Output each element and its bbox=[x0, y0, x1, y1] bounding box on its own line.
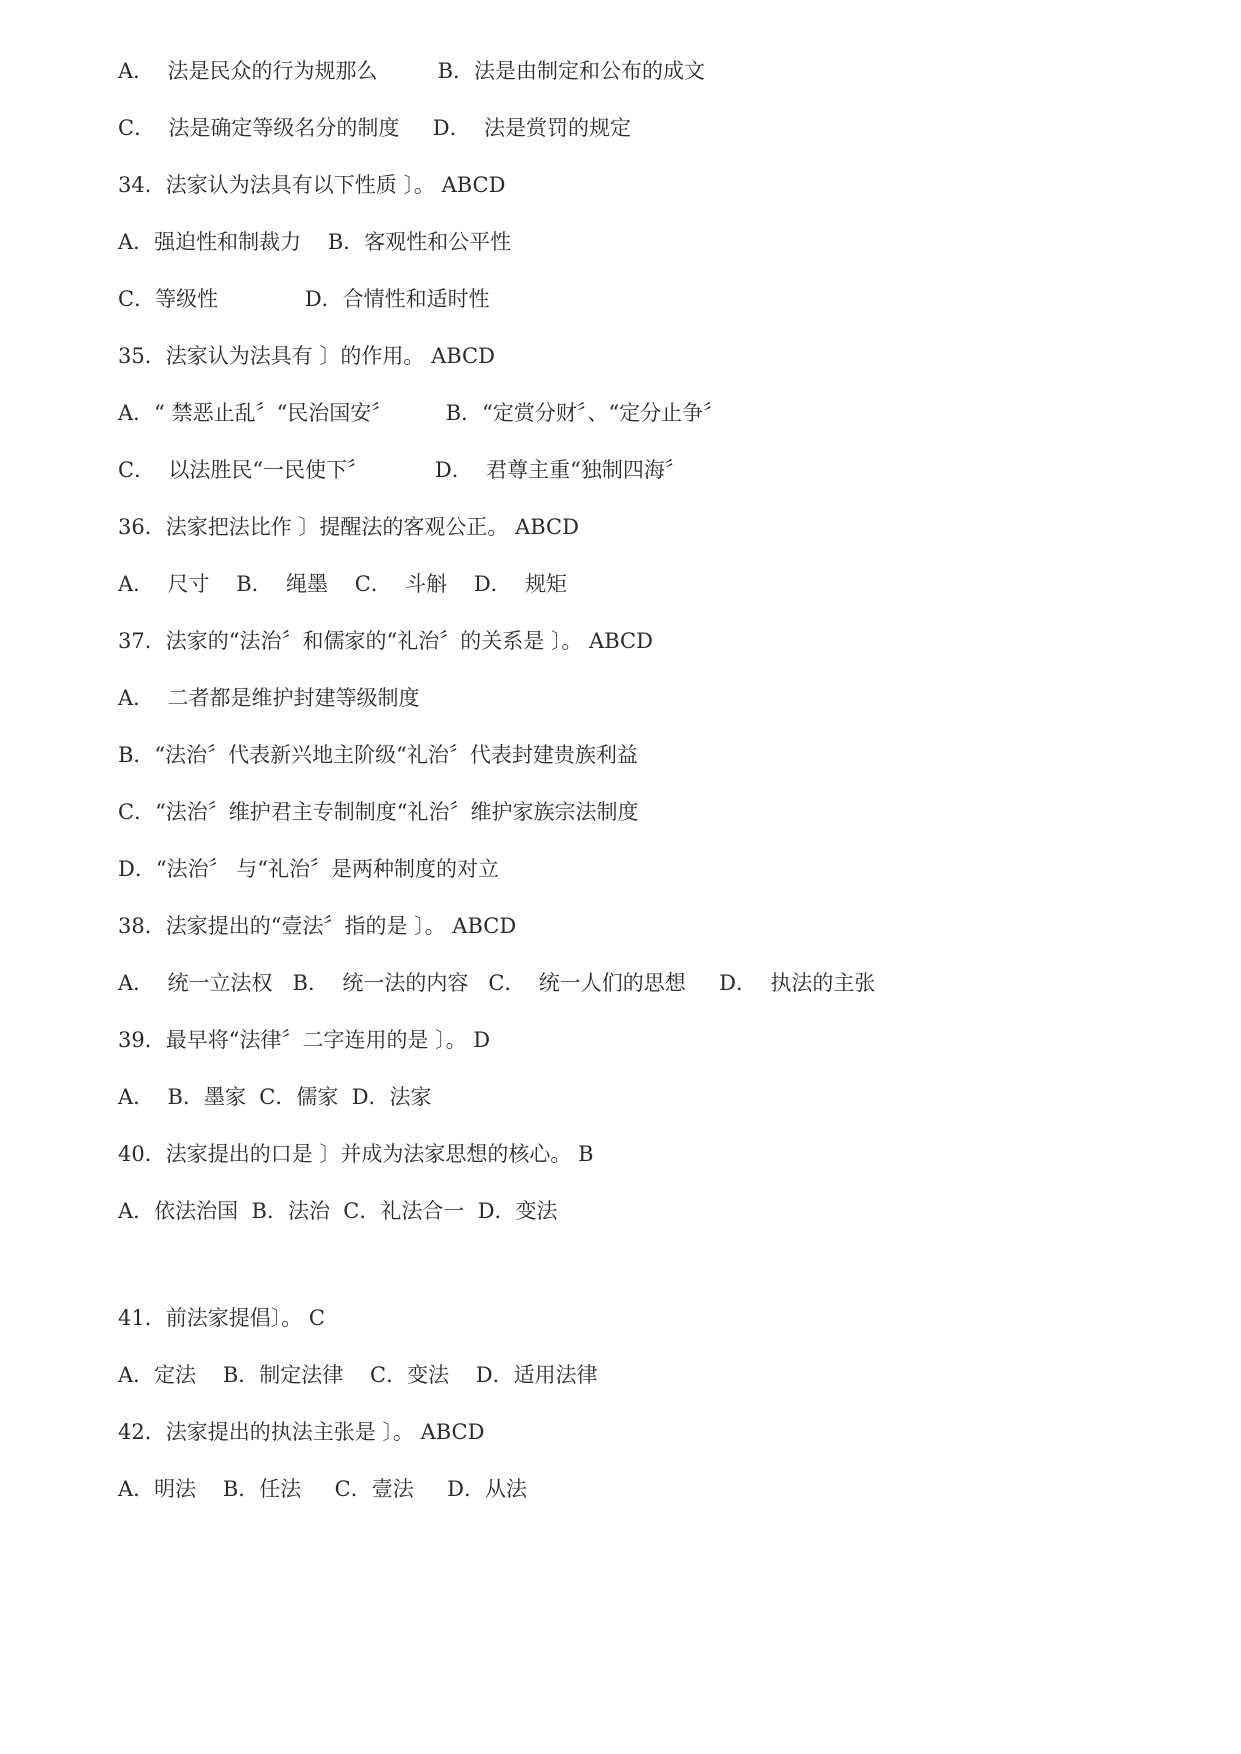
option-line-q40: A．依法治国 B．法治 C．礼法合一 D．变法 bbox=[118, 1199, 558, 1223]
question-42: 42．法家提出的执法主张是 〕。 ABCD bbox=[118, 1420, 485, 1444]
question-41: 41．前法家提倡〕。 C bbox=[118, 1306, 325, 1330]
option-line-q35-cd: C． 以法胜民“一民使下〞 D． 君尊主重“独制四海〞 bbox=[118, 458, 686, 482]
option-q37-a: A． 二者都是维护封建等级制度 bbox=[118, 686, 420, 710]
question-34: 34．法家认为法具有以下性质 〕。 ABCD bbox=[118, 173, 506, 197]
question-36: 36．法家把法比作 〕提醒法的客观公正。 ABCD bbox=[118, 515, 579, 539]
option-line-q38: A． 统一立法权 B． 统一法的内容 C． 统一人们的思想 D． 执法的主张 bbox=[118, 971, 876, 995]
option-line-q39: A． B．墨家 C．儒家 D．法家 bbox=[118, 1085, 432, 1109]
option-q37-d: D．“法治〞 与“礼治〞是两种制度的对立 bbox=[118, 857, 499, 881]
option-q37-c: C．“法治〞维护君主专制制度“礼治〞维护家族宗法制度 bbox=[118, 800, 639, 824]
question-40: 40．法家提出的口是 〕并成为法家思想的核心。 B bbox=[118, 1142, 594, 1166]
option-line-q34-ab: A．强迫性和制裁力 B．客观性和公平性 bbox=[118, 230, 512, 254]
question-35: 35．法家认为法具有 〕的作用。 ABCD bbox=[118, 344, 495, 368]
option-line-q36: A． 尺寸 B． 绳墨 C． 斗斛 D． 规矩 bbox=[118, 572, 568, 596]
option-line-q33-ab: A． 法是民众的行为规那么 B．法是由制定和公布的成文 bbox=[118, 59, 706, 83]
option-line-q41: A．定法 B．制定法律 C．变法 D．适用法律 bbox=[118, 1363, 598, 1387]
option-line-q42: A．明法 B．任法 C．壹法 D．从法 bbox=[118, 1477, 527, 1501]
option-line-q34-cd: C．等级性 D．合情性和适时性 bbox=[118, 287, 490, 311]
question-37: 37．法家的“法治〞和儒家的“礼治〞的关系是 〕。 ABCD bbox=[118, 629, 653, 653]
question-38: 38．法家提出的“壹法〞指的是 〕。 ABCD bbox=[118, 914, 517, 938]
option-q37-b: B．“法治〞代表新兴地主阶级“礼治〞代表封建贵族利益 bbox=[118, 743, 638, 767]
question-39: 39．最早将“法律〞二字连用的是 〕。 D bbox=[118, 1028, 491, 1052]
option-line-q35-ab: A．“ 禁恶止乱〞“民治国安〞 B．“定赏分财〞、“定分止争〞 bbox=[118, 401, 725, 425]
option-line-q33-cd: C． 法是确定等级名分的制度 D． 法是赏罚的规定 bbox=[118, 116, 631, 140]
